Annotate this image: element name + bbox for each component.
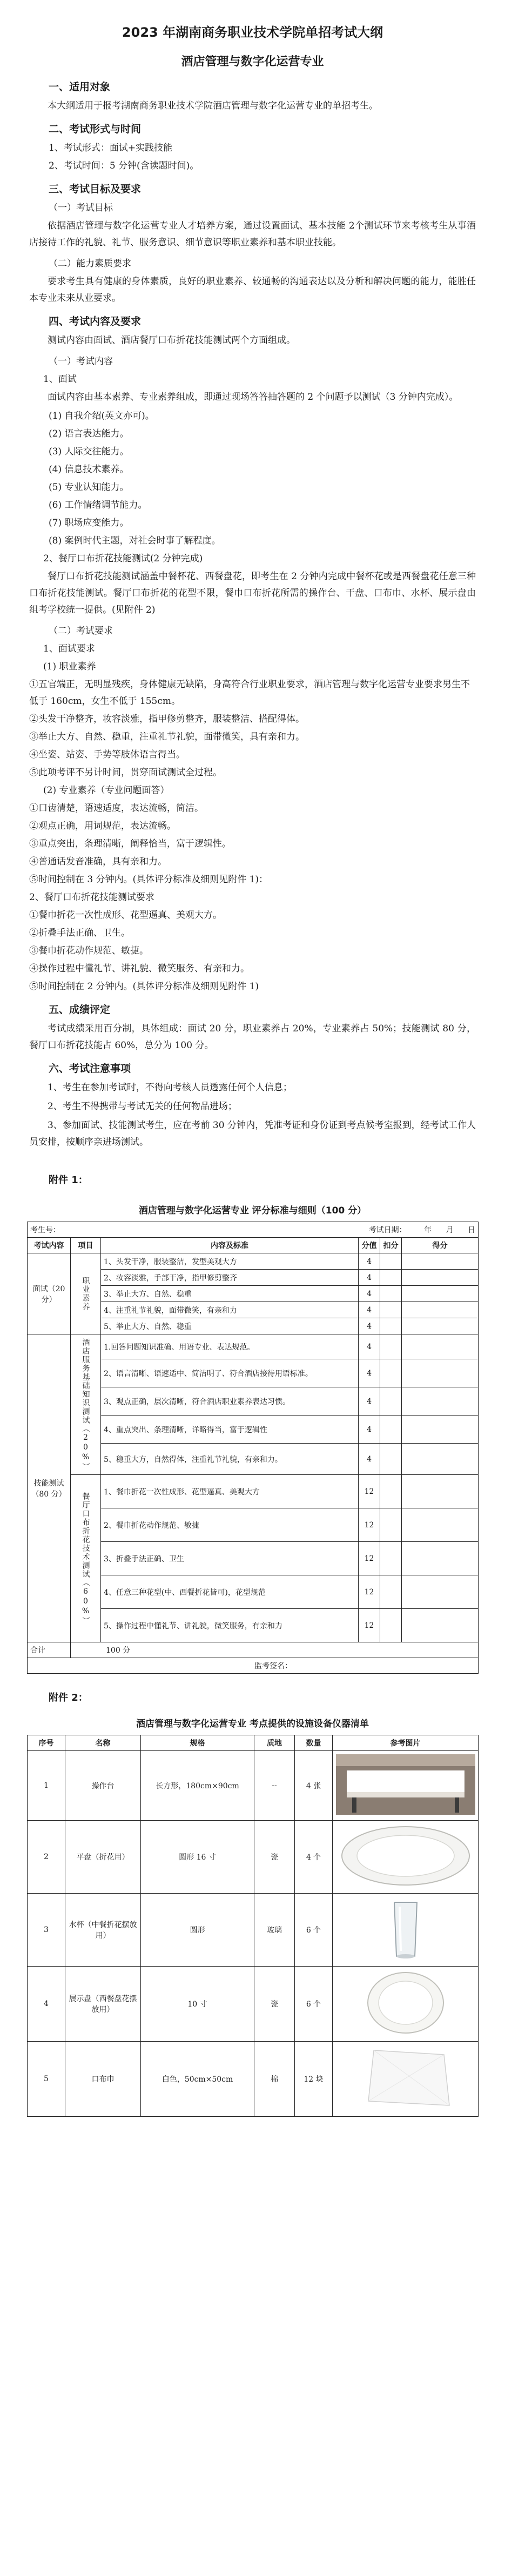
criteria-cell: 1、头发干净，服装整洁，发型美观大方 (101, 1253, 359, 1270)
section-3-heading: 三、考试目标及要求 (49, 183, 142, 195)
deduct-cell (380, 1387, 402, 1416)
header-cell: 得分 (402, 1238, 479, 1253)
section-3-text1: 依据酒店管理与数字化运营专业人才培养方案，通过设置面试、基本技能 2个测试环节来考核考生从事酒店接待工作的礼貌、礼节、服务意识、细节意识等职业素养和基本职业技能。 (29, 220, 476, 248)
criteria-cell: 3、举止大方、自然、稳重 (101, 1286, 359, 1302)
section-3-text2: 要求考生具有健康的身体素质，良好的职业素养、较通畅的沟通表达以及分析和解决问题的能力，能胜任本专业未来从业要求。 (29, 276, 476, 304)
deduct-cell (380, 1444, 402, 1475)
table-meta-row (28, 1222, 479, 1238)
section-4-r1b-item: ④普通话发音准确，具有亲和力。 (29, 856, 167, 867)
deduct-cell (380, 1334, 402, 1359)
section-4-r1b-item: ②观点正确，用词规范，表达流畅。 (29, 821, 176, 831)
section-6-item: 2、考生不得携带与考试无关的任何物品进场； (48, 1101, 237, 1112)
criteria-cell: 4、重点突出、条理清晰，详略得当，富于逻辑性 (101, 1416, 359, 1444)
examiner-signature: 监考签名： (28, 1658, 479, 1674)
napkin-photo (336, 2045, 475, 2111)
result-cell (402, 1334, 479, 1359)
reference-image (333, 1821, 479, 1894)
section-4-heading: 四、考试内容及要求 (49, 316, 142, 327)
result-cell (402, 1609, 479, 1642)
section-2-item: 1、考试形式：面试+实践技能 (49, 143, 173, 153)
section-4-r1b: (2) 专业素养（专业问题面答） (43, 785, 170, 796)
total-label: 合计 (28, 1642, 71, 1658)
deduct-cell (380, 1508, 402, 1542)
section-4-r1a: (1) 职业素养 (43, 661, 96, 672)
section-6-item: 3、参加面试、技能测试考生，应在考前 30 分钟内，凭准考证和身份证到考点候考室报到，经考试工作人员安排，按顺序亲进场测试。 (29, 1120, 476, 1148)
header-cell: 扣分 (380, 1238, 402, 1253)
criteria-cell: 1.回答问题知识准确、用语专业、表达规范。 (101, 1334, 359, 1359)
section-4-p1-item: (5) 专业认知能力。 (49, 482, 129, 493)
header-cell: 内容及标准 (101, 1238, 359, 1253)
document-subtitle: 酒店管理与数字化运营专业 (181, 55, 324, 69)
criteria-cell: 2、餐巾折花动作规范、敏捷 (101, 1508, 359, 1542)
score-cell: 12 (359, 1475, 380, 1508)
section-4-r2-item: ②折叠手法正确、卫生。 (29, 928, 130, 938)
score-cell: 12 (359, 1575, 380, 1609)
header-cell: 分值 (359, 1238, 380, 1253)
score-cell: 4 (359, 1387, 380, 1416)
table-photo (336, 1754, 475, 1815)
header-cell: 名称 (65, 1735, 141, 1751)
basic-knowledge-cell: 酒店服务基础知识测试（20%） (71, 1334, 101, 1475)
total-value: 100 分 (71, 1642, 479, 1658)
section-6-heading: 六、考试注意事项 (49, 1063, 131, 1075)
skill-cell: 技能测试（80 分） (28, 1334, 71, 1642)
display-plate-photo (336, 1970, 475, 2036)
header-cell: 规格 (141, 1735, 254, 1751)
date-year: 年 (424, 1226, 432, 1235)
section-4-r1b-item: ③重点突出，条理清晰，阐释恰当，富于逻辑性。 (29, 838, 231, 849)
result-cell (402, 1508, 479, 1542)
equipment-table (27, 1735, 479, 2117)
section-4-p1-text: 面试内容由基本素养、专业素养组成，即通过现场答答抽答题的 2 个问题予以测试（3 分钟内完成）。 (48, 392, 459, 403)
score-cell: 12 (359, 1609, 380, 1642)
annex-1-title: 酒店管理与数字化运营专业 评分标准与细则（100 分） (138, 1205, 367, 1216)
result-cell (402, 1286, 479, 1302)
table-row: 1 操作台 长方形，180cm×90cm -- 4 张 (28, 1751, 479, 1821)
criteria-cell: 4、注重礼节礼貌，面带微笑，有亲和力 (101, 1302, 359, 1318)
result-cell (402, 1302, 479, 1318)
result-cell (402, 1359, 479, 1387)
section-3-sub1: （一）考试目标 (49, 203, 113, 213)
section-4-p1-item: (3) 人际交往能力。 (49, 446, 129, 457)
score-cell: 4 (359, 1253, 380, 1270)
score-cell: 4 (359, 1286, 380, 1302)
criteria-cell: 4、任意三种花型(中、西餐折花皆可)，花型规范 (101, 1575, 359, 1609)
header-cell: 序号 (28, 1735, 65, 1751)
result-cell (402, 1575, 479, 1609)
result-cell (402, 1416, 479, 1444)
plate-photo (336, 1824, 475, 1888)
table-row: 3 水杯（中餐折花摆放用） 圆形 玻璃 6 个 (28, 1894, 479, 1967)
table-header-row (28, 1735, 479, 1751)
candidate-label: 考生号： (30, 1226, 60, 1235)
result-cell (402, 1475, 479, 1508)
annex-2-title: 酒店管理与数字化运营专业 考点提供的设施设备仪器清单 (136, 1719, 369, 1729)
quality-cell: 职业素养 (71, 1253, 101, 1334)
score-cell: 4 (359, 1444, 380, 1475)
reference-image (333, 1967, 479, 2042)
score-cell: 12 (359, 1542, 380, 1575)
deduct-cell (380, 1475, 402, 1508)
table-row (28, 1253, 479, 1270)
result-cell (402, 1542, 479, 1575)
interview-cell: 面试（20 分） (28, 1253, 71, 1334)
criteria-cell: 5、稳重大方，自然得体，注重礼节礼貌，有亲和力。 (101, 1444, 359, 1475)
deduct-cell (380, 1542, 402, 1575)
criteria-cell: 3、观点正确，层次清晰，符合酒店职业素养表达习惯。 (101, 1387, 359, 1416)
reference-image (333, 1894, 479, 1967)
section-6-item: 1、考生在参加考试时，不得向考核人员透露任何个人信息； (48, 1082, 292, 1093)
section-4-r1: 1、面试要求 (43, 643, 95, 654)
table-row (28, 1475, 479, 1508)
section-2-heading: 二、考试形式与时间 (49, 123, 142, 135)
score-cell: 4 (359, 1334, 380, 1359)
result-cell (402, 1387, 479, 1416)
date-day: 日 (468, 1226, 476, 1235)
section-4-p2: 2、餐厅口布折花技能测试(2 分钟完成) (43, 553, 203, 564)
deduct-cell (380, 1286, 402, 1302)
section-4-p1-item: (7) 职场应变能力。 (49, 518, 129, 528)
section-4-p1-item: (6) 工作情绪调节能力。 (49, 500, 147, 511)
section-4-r1a-item: ③举止大方、自然、稳重，注重礼节礼貌，面带微笑，具有亲和力。 (29, 732, 305, 742)
score-cell: 4 (359, 1318, 380, 1334)
header-cell: 质地 (254, 1735, 295, 1751)
result-cell (402, 1253, 479, 1270)
score-cell: 4 (359, 1416, 380, 1444)
section-3-sub2: （二）能力素质要求 (49, 258, 131, 269)
table-row: 4 展示盘（西餐盘花摆放用） 10 寸 瓷 6 个 (28, 1967, 479, 2042)
header-cell: 参考图片 (333, 1735, 479, 1751)
document-title: 2023 年湖南商务职业技术学院单招考试大纲 (122, 25, 383, 40)
section-4-r2-item: ①餐巾折花一次性成形、花型逼真、美观大方。 (29, 910, 222, 921)
section-4-p2-text: 餐厅口布折花技能测试涵盖中餐杯花、西餐盘花，即考生在 2 分钟内完成中餐杯花或是西餐盘花任意三种口布折花技能测试。餐厅口布折花的花型不限，餐巾口布折花所需的操作台、干盘、口布巾、水杯、展示盘由组考学校统一提供。(见附件 2) (29, 571, 476, 615)
score-cell: 4 (359, 1359, 380, 1387)
score-cell: 12 (359, 1508, 380, 1542)
table-header-row (28, 1238, 479, 1253)
section-4-r1a-item: ①五官端正，无明显残疾，身体健康无缺陷，身高符合行业职业要求，酒店管理与数字化运营专业要求男生不低于 160cm，女生不低于 155cm。 (29, 679, 470, 707)
deduct-cell (380, 1318, 402, 1334)
section-4-r2-item: ③餐巾折花动作规范、敏捷。 (29, 945, 149, 956)
criteria-cell: 5、举止大方、自然、稳重 (101, 1318, 359, 1334)
section-5-heading: 五、成绩评定 (49, 1004, 111, 1016)
criteria-cell: 1、餐巾折花一次性成形、花型逼真、美观大方 (101, 1475, 359, 1508)
header-cell: 考试内容 (28, 1238, 71, 1253)
section-1-text: 本大纲适用于报考湖南商务职业技术学院酒店管理与数字化运营专业的单招考生。 (48, 100, 378, 111)
score-cell: 4 (359, 1302, 380, 1318)
score-cell: 4 (359, 1270, 380, 1286)
result-cell (402, 1444, 479, 1475)
section-4-r2-item: ④操作过程中懂礼节、讲礼貌、微笑服务、有亲和力。 (29, 963, 250, 974)
deduct-cell (380, 1302, 402, 1318)
section-4-r1a-item: ⑤此项考评不另计时间，贯穿面试测试全过程。 (29, 767, 222, 778)
section-5-text: 考试成绩采用百分制，具体组成：面试 20 分，职业素养占 20%，专业素养占 50%；技能测试 80 分，餐厅口布折花技能占 60%，总分为 100 分。 (29, 1023, 476, 1051)
scoring-table (27, 1222, 479, 1674)
criteria-cell: 2、语言清晰、语速适中、简洁明了、符合酒店接待用语标准。 (101, 1359, 359, 1387)
deduct-cell (380, 1270, 402, 1286)
section-4-r1a-item: ②头发干净整齐，妆容淡雅，指甲修剪整齐，服装整洁、搭配得体。 (29, 714, 305, 725)
section-1-heading: 一、适用对象 (49, 81, 111, 93)
deduct-cell (380, 1416, 402, 1444)
section-2-item: 2、考试时间：5 分钟(含读题时间)。 (49, 160, 199, 171)
table-row (28, 1334, 479, 1359)
section-4-r2: 2、餐厅口布折花技能测试要求 (29, 892, 154, 903)
criteria-cell: 5、操作过程中懂礼节、讲礼貌，微笑服务，有亲和力 (101, 1609, 359, 1642)
criteria-cell: 2、妆容淡雅，手部干净，指甲修剪整齐 (101, 1270, 359, 1286)
section-4-p1-item: (8) 案例时代主题，对社会时事了解程度。 (49, 535, 221, 546)
section-4-intro: 测试内容由面试、酒店餐厅口布折花技能测试两个方面组成。 (48, 335, 295, 346)
exam-date-label: 考试日期： (368, 1226, 407, 1235)
section-4-p1-item: (4) 信息技术素养。 (49, 464, 129, 475)
section-4-p1: 1、面试 (43, 374, 77, 385)
examiner-row (28, 1658, 479, 1674)
deduct-cell (380, 1253, 402, 1270)
criteria-cell: 3、折叠手法正确、卫生 (101, 1542, 359, 1575)
section-4-sub2: （二）考试要求 (49, 626, 113, 636)
annex-2-label: 附件 2： (49, 1692, 88, 1703)
section-4-r1b-item: ⑤时间控制在 3 分钟内。(具体评分标准及细则见附件 1)： (29, 874, 268, 885)
table-row: 2 平盘（折花用） 圆形 16 寸 瓷 4 个 (28, 1821, 479, 1894)
result-cell (402, 1318, 479, 1334)
date-month: 月 (446, 1226, 454, 1235)
reference-image (333, 2042, 479, 2117)
deduct-cell (380, 1609, 402, 1642)
result-cell (402, 1270, 479, 1286)
napkin-folding-cell: 餐厅口布折花技术测试（60%） (71, 1475, 101, 1642)
section-4-r1a-item: ④坐姿、站姿、手势等肢体语言得当。 (29, 749, 185, 760)
section-4-r2-item: ⑤时间控制在 2 分钟内。(具体评分标准及细则见附件 1) (29, 981, 259, 992)
annex-1-label: 附件 1： (49, 1175, 88, 1186)
header-cell: 项目 (71, 1238, 101, 1253)
section-4-p1-item: (2) 语言表达能力。 (49, 428, 129, 439)
total-row (28, 1642, 479, 1658)
header-cell: 数量 (295, 1735, 333, 1751)
reference-image (333, 1751, 479, 1821)
deduct-cell (380, 1575, 402, 1609)
glass-photo (336, 1897, 475, 1961)
section-4-r1b-item: ①口齿清楚，语速适度，表达流畅，简洁。 (29, 803, 204, 814)
section-4-p1-item: (1) 自我介绍(英文亦可)。 (49, 411, 154, 421)
section-4-sub1: （一）考试内容 (49, 356, 113, 367)
table-row: 5 口布巾 白色，50cm×50cm 棉 12 块 (28, 2042, 479, 2117)
deduct-cell (380, 1359, 402, 1387)
